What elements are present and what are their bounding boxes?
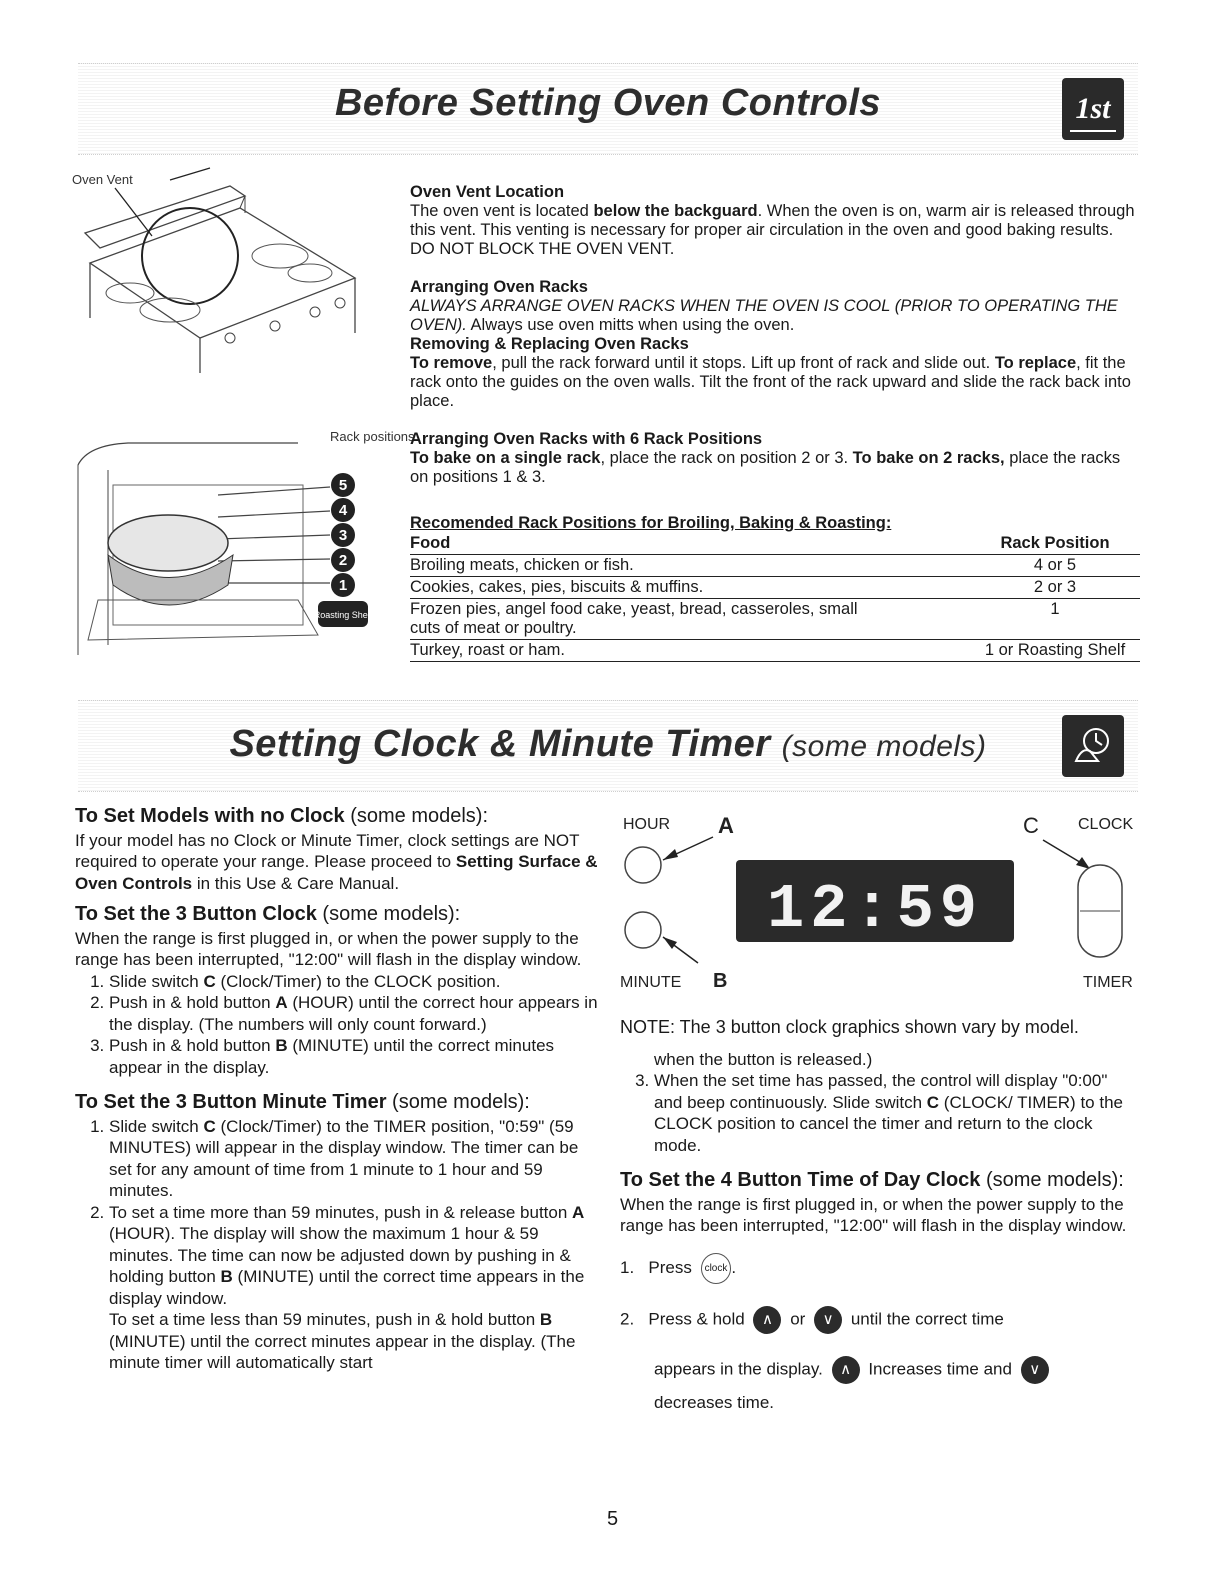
right-column xyxy=(620,1017,1140,1414)
label-b: B xyxy=(713,970,728,992)
four-button-step-2: 2. Press & hold ∧ or ∨ until the correct time xyxy=(620,1306,1140,1334)
table-row: Frozen pies, angel food cake, yeast, bread, casseroles, small cuts of meat or poultry. 1 xyxy=(410,599,1140,640)
table-row: Broiling meats, chicken or fish. 4 or 5 xyxy=(410,555,1140,577)
three-button-clock-heading: To Set the 3 Button Clock (some models): xyxy=(75,903,461,925)
timer-step-3 xyxy=(620,1070,1140,1156)
list-item: 3. Push in & hold button B (MINUTE) until the correct minutes appear in the display. xyxy=(109,1035,600,1078)
oven-vent-text: The oven vent is located below the backguard. When the oven is on, warm air is released through this vent. This venting is necessary for proper air circulation in the oven and good baking results. DO NOT BLOCK THE OVEN VENT. xyxy=(410,202,1135,258)
three-button-clock-steps xyxy=(75,971,600,1079)
recommended-heading: Recomended Rack Positions for Broiling, Baking & Roasting: xyxy=(410,514,892,532)
four-button-heading: To Set the 4 Button Time of Day Clock (some models): xyxy=(620,1169,1124,1191)
rack-number-3: 3 xyxy=(338,527,348,544)
no-clock-heading: To Set Models with no Clock (some models): xyxy=(75,805,489,827)
four-button-step-2-cont: appears in the display. ∧ Increases time and ∨ decreases time. xyxy=(620,1356,1140,1414)
first-badge: 1st xyxy=(1062,78,1124,140)
three-button-timer-steps xyxy=(75,1116,600,1374)
hour-label: HOUR xyxy=(623,816,671,833)
no-clock-text: If your model has no Clock or Minute Timer, clock settings are NOT required to operate your range. Please proceed to Setting Surface & Oven Controls in this Use & Care Manual. xyxy=(75,830,598,893)
list-item: 2. Push in & hold button A (HOUR) until the correct hour appears in the display. (The numbers will only count forward.) xyxy=(109,992,600,1035)
rack-positions-table xyxy=(410,533,1140,662)
table-row: Turkey, roast or ham. 1 or Roasting Shelf xyxy=(410,640,1140,662)
table-header-row xyxy=(410,533,1140,555)
up-arrow-icon: ∧ xyxy=(832,1356,860,1384)
badge-underline xyxy=(1070,130,1116,132)
up-arrow-button[interactable]: ∧ xyxy=(753,1306,781,1334)
six-rack-heading: Arranging Oven Racks with 6 Rack Positions xyxy=(410,430,763,448)
arranging-text: ALWAYS ARRANGE OVEN RACKS WHEN THE OVEN IS COOL (PRIOR TO OPERATING THE OVEN). Always use oven mitts when using the oven. xyxy=(410,297,1118,334)
banner-clock-timer xyxy=(78,700,1138,792)
hour-button[interactable] xyxy=(625,847,661,883)
three-button-timer-heading: To Set the 3 Button Minute Timer (some models): xyxy=(75,1091,530,1113)
oven-vent-illustration xyxy=(70,168,370,383)
oven-vent-heading: Oven Vent Location xyxy=(410,183,565,201)
arranging-heading: Arranging Oven Racks xyxy=(410,278,588,296)
rack-label: Rack positions xyxy=(330,429,415,444)
rack-number-1: 1 xyxy=(338,577,348,594)
arranging-racks-section xyxy=(410,278,1140,411)
col-food: Food xyxy=(410,533,970,555)
label-c: C xyxy=(1023,813,1039,838)
label-a: A xyxy=(718,813,734,838)
oven-vent-section xyxy=(410,183,1135,259)
page-number: 5 xyxy=(606,1508,619,1530)
banner-title: Before Setting Oven Controls xyxy=(334,82,882,124)
rack-number-2: 2 xyxy=(338,552,348,569)
down-arrow-icon: ∨ xyxy=(1021,1356,1049,1384)
down-arrow-button[interactable]: ∨ xyxy=(814,1306,842,1334)
continued-text: when the button is released.) xyxy=(654,1049,873,1069)
minute-label: MINUTE xyxy=(620,974,682,991)
three-button-clock-intro: When the range is first plugged in, or when the power supply to the range has been interrupted, "12:00" will flash in the display window. xyxy=(75,928,582,969)
banner2-title: Setting Clock & Minute Timer (some models) xyxy=(229,723,987,765)
removing-text: To remove, pull the rack forward until it stops. Lift up front of rack and slide out. To replace, fit the rack onto the guides on the oven walls. Tilt the front of the rack upward and slide the rack back into place. xyxy=(410,354,1131,410)
timer-label: TIMER xyxy=(1083,974,1133,991)
col-rack-position: Rack Position xyxy=(970,533,1140,555)
rack-number-4: 4 xyxy=(338,502,348,519)
clock-hand-icon xyxy=(1062,715,1124,777)
clock-label: CLOCK xyxy=(1078,816,1134,833)
rack-positions-illustration xyxy=(68,425,415,675)
left-column xyxy=(75,806,600,1374)
banner-before-setting xyxy=(78,63,1138,155)
diagram-note: NOTE: The 3 button clock graphics shown vary by model. xyxy=(620,1017,1079,1037)
list-item: 3. When the set time has passed, the control will display "0:00" and beep continuously. Slide switch C (CLOCK/ TIMER) to the CLOCK position to cancel the timer and return to the clock mode. xyxy=(654,1070,1140,1156)
six-rack-text: To bake on a single rack, place the rack on position 2 or 3. To bake on 2 racks, place the racks on positions 1 & 3. xyxy=(410,449,1121,486)
six-rack-section xyxy=(410,430,1140,487)
roasting-shelf-label: Roasting Shelf xyxy=(313,610,373,620)
four-button-step-1: 1. Press clock . xyxy=(620,1253,1140,1285)
list-item: 1. Slide switch C (Clock/Timer) to the CLOCK position. xyxy=(109,971,600,993)
recommended-section xyxy=(410,514,1140,662)
table-row: Cookies, cakes, pies, biscuits & muffins. 2 or 3 xyxy=(410,577,1140,599)
clock-diagram xyxy=(618,805,1148,995)
minute-button[interactable] xyxy=(625,912,661,948)
removing-heading: Removing & Replacing Oven Racks xyxy=(410,335,689,353)
list-item: 2. To set a time more than 59 minutes, push in & release button A (HOUR). The display will show the maximum 1 hour & 59 minutes. The time can now be adjusted down by pushing in & holding button B (MINUTE) until the correct time appears in the display window. To set a time less than 59 minutes, push in & hold button B (MINUTE) until the correct minutes appear in the display. (The minute timer will automatically start xyxy=(109,1202,600,1374)
rack-number-5: 5 xyxy=(338,477,348,494)
clock-display-digits: 12:59 xyxy=(766,874,984,945)
clock-button[interactable]: clock xyxy=(701,1253,732,1285)
oven-vent-label: Oven Vent xyxy=(72,172,133,187)
list-item: 1. Slide switch C (Clock/Timer) to the TIMER position, "0:59" (59 MINUTES) will appear in the display window. The timer can be set for any amount of time from 1 minute to 1 hour and 59 minutes. xyxy=(109,1116,600,1202)
four-button-intro: When the range is first plugged in, or when the power supply to the range has been interrupted, "12:00" will flash in the display window. xyxy=(620,1194,1127,1235)
